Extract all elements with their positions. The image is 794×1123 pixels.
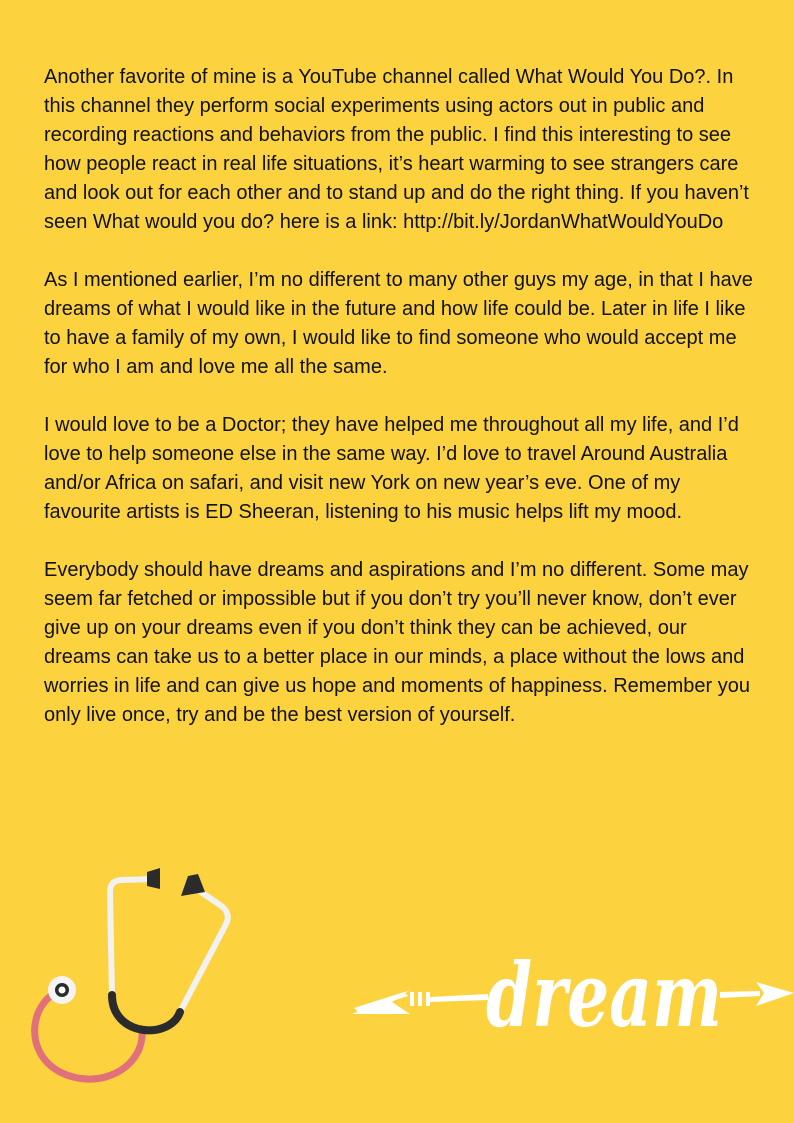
paragraph-aspirations: Everybody should have dreams and aspirations and I’m no different. Some may seem far fetched or impossible but if you don’t try you’ll never know, don’t ever give up on your dreams even if you don’t think they can be achieved, our dreams can take us to a better place in our minds, a place without the lows and worries in life and can give us hope and moments of happiness. Remember you only live once, try and be the best version of yourself. — [44, 559, 750, 726]
stethoscope-icon — [20, 862, 240, 1092]
dream-word: dream — [486, 943, 722, 1047]
paragraph-youtube: Another favorite of mine is a YouTube channel called What Would You Do?. In this channel they perform social experiments using actors out in public and recording reactions and behaviors from the public. I find this interesting to see how people react in real life situations, it’s heart warming to see strangers care and look out for each other and to stand up and do the right thing. If you haven’t seen What would you do? here is a link: http://bit.ly/JordanWhatWouldYouDo — [44, 66, 749, 233]
dream-arrow-artwork — [348, 930, 794, 1050]
paragraph-doctor-travel: I would love to be a Doctor; they have helped me throughout all my life, and I’d love to help someone else in the same way. I’d love to travel Around Australia and/or Africa on safari, and visit new York on new year’s eve. One of my favourite artists is ED Sheeran, listening to his music helps lift my mood. — [44, 414, 739, 523]
paragraph-dreams: As I mentioned earlier, I’m no different to many other guys my age, in that I have dreams of what I would like in the future and how life could be. Later in life I like to have a family of my own, I would like to find someone who would accept me for who I am and love me all the same. — [44, 269, 753, 378]
body-text — [44, 63, 756, 759]
